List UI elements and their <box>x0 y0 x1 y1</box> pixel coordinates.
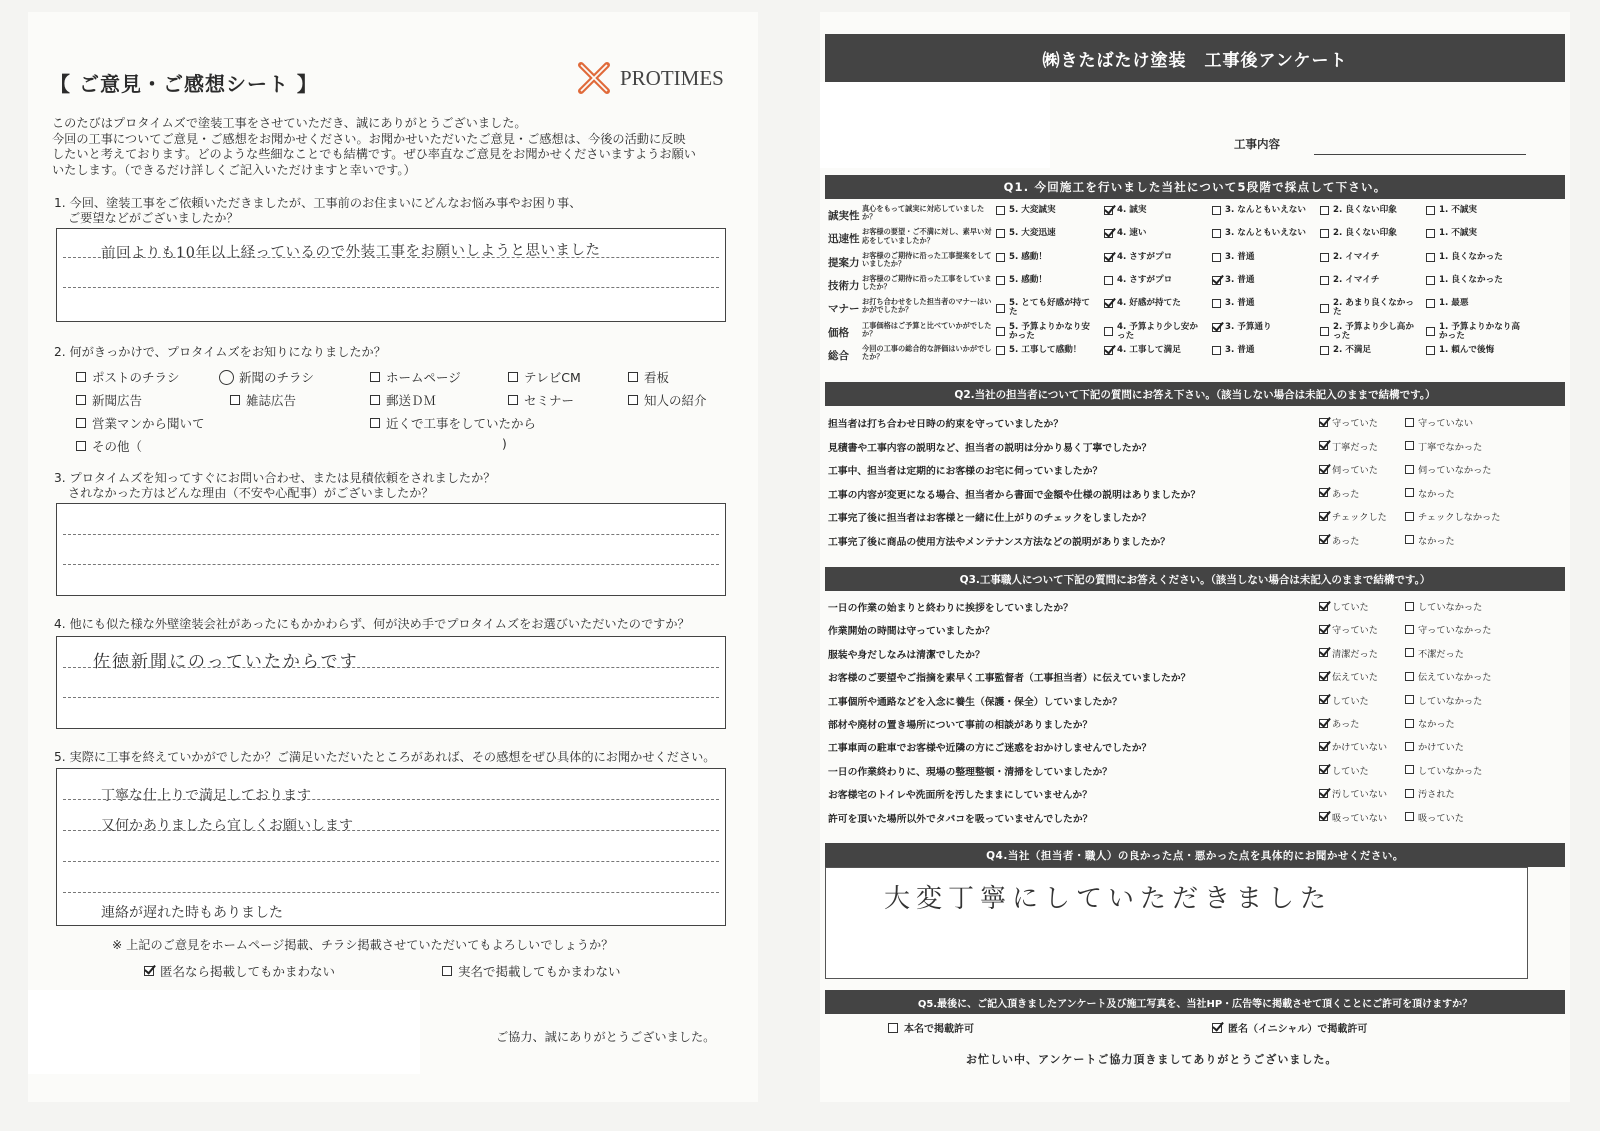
checkbox[interactable] <box>1405 512 1414 521</box>
q3-question: お客様宅のトイレや洗面所を汚したままにしていませんか？ <box>828 790 1093 802</box>
q1-rating-option[interactable] <box>1320 323 1420 341</box>
q1-option-label: 4. 誠実 <box>1117 205 1147 215</box>
q1-option-label: 5. 予算よりかなり安かった <box>1009 321 1090 341</box>
checkbox[interactable] <box>996 327 1005 336</box>
checkbox[interactable] <box>1320 304 1329 313</box>
q1-description: 工事価格はご予算と比べていかがでしたか？ <box>862 320 992 338</box>
work-content-label: 工事内容 <box>1234 137 1280 151</box>
q1-description: 真心をもって誠実に対応していましたか？ <box>862 204 985 222</box>
checkbox[interactable] <box>1405 812 1414 821</box>
q3-answer-yes[interactable] <box>1319 646 1378 660</box>
checkbox[interactable] <box>1319 441 1328 450</box>
answer-4-text: 佐徳新聞にのっていたからです <box>93 652 359 672</box>
checkbox[interactable] <box>1104 327 1113 336</box>
redacted-area <box>28 990 420 1074</box>
q1-rating-option[interactable] <box>1212 346 1312 355</box>
checkbox[interactable] <box>1319 812 1328 821</box>
checkbox[interactable] <box>1320 253 1329 262</box>
q1-rating-option[interactable] <box>996 229 1096 238</box>
answer-label: 伺っていなかった <box>1418 465 1492 476</box>
q1-option-label: 3. 予算通り <box>1225 321 1272 332</box>
source-option[interactable]: 新聞広告 <box>76 391 142 409</box>
q3-answer-yes[interactable] <box>1319 693 1369 707</box>
q1-rating-option[interactable] <box>1426 346 1526 355</box>
q2-answer-yes[interactable] <box>1319 509 1387 523</box>
answer-label: 吸っていた <box>1418 812 1464 824</box>
survey-header: ㈱きたばたけ塗装 工事後アンケート <box>825 34 1565 82</box>
sheet-title: 【 ご意見・ご感想シート 】 <box>50 72 318 96</box>
q1-option-label: 3. なんともいえない <box>1225 205 1306 215</box>
q2-question: 工事の内容が変更になる場合、担当者から書面で金額や仕様の説明はありましたか？ <box>828 489 1201 501</box>
checkbox[interactable] <box>996 206 1005 215</box>
checkbox[interactable] <box>1212 299 1221 308</box>
q2-answer-yes[interactable] <box>1319 462 1378 476</box>
q2-question: 工事完了後に商品の使用方法やメンテナンス方法などの説明がありましたか？ <box>828 536 1171 548</box>
q3-answer-no[interactable] <box>1405 693 1482 707</box>
answer-label: 守っていた <box>1332 418 1378 429</box>
checkbox[interactable] <box>1405 789 1414 798</box>
checkbox[interactable] <box>1104 206 1113 215</box>
q1-rating-option[interactable] <box>1212 229 1312 238</box>
q1-rating-option[interactable] <box>1320 346 1420 355</box>
q1-option-label: 3. 普通 <box>1225 274 1255 285</box>
q1-category: 誠実性 <box>828 210 860 222</box>
answer-label: 守っていない <box>1418 418 1474 429</box>
q1-option-label: 5. 感動！ <box>1009 251 1048 262</box>
answer-label: かけていた <box>1418 742 1464 754</box>
source-option[interactable]: 看板 <box>628 368 669 386</box>
q1-rating-option[interactable] <box>996 323 1096 341</box>
answer-label: していなかった <box>1418 695 1483 707</box>
checkbox[interactable] <box>996 276 1005 285</box>
checkbox[interactable] <box>1405 418 1414 427</box>
q1-rating-option[interactable] <box>1426 276 1526 285</box>
checkbox[interactable] <box>1319 648 1328 657</box>
q3-question: 一日の作業終わりに、現場の整理整頓・清掃をしていましたか？ <box>828 766 1113 778</box>
source-option[interactable]: 雑誌広告 <box>230 391 296 409</box>
checkbox[interactable] <box>996 346 1005 355</box>
q1-option-label: 2. 良くない印象 <box>1333 205 1397 215</box>
checkbox[interactable] <box>1426 276 1435 285</box>
q3-question: 作業開始の時間は守っていましたか？ <box>828 626 995 638</box>
checkbox[interactable] <box>1426 229 1435 238</box>
q1-option-label: 2. 不満足 <box>1333 344 1372 355</box>
q3-answer-yes[interactable] <box>1319 716 1359 730</box>
q1-rating-option[interactable] <box>1426 299 1526 308</box>
checkbox[interactable] <box>1104 276 1113 285</box>
question-3: 3. プロタイムズを知ってすぐにお問い合わせ、または見積依頼をされましたか？ されなかった方はどんな理由（不安や心配事）がございましたか？ <box>54 471 496 500</box>
q3-answer-no[interactable] <box>1405 716 1455 730</box>
source-option-selected[interactable]: 新聞のチラシ <box>222 368 314 386</box>
q1-option-label: 4. さすがプロ <box>1117 274 1173 285</box>
checkbox[interactable] <box>1104 253 1113 262</box>
q1-option-label: 5. 大変迅速 <box>1009 228 1056 239</box>
q3-question: 許可を頂いた場所以外でタバコを吸っていませんでしたか？ <box>828 813 1093 825</box>
checkbox[interactable] <box>1405 742 1414 751</box>
checkbox[interactable] <box>1405 625 1414 634</box>
q2-question: 担当者は打ち合わせ日時の約束を守っていましたか？ <box>828 419 1064 430</box>
q1-rating-option[interactable] <box>1426 206 1526 215</box>
q1-rating-option[interactable] <box>1320 299 1420 317</box>
checkbox[interactable] <box>1405 765 1414 774</box>
checkbox[interactable] <box>1405 488 1414 497</box>
source-option[interactable]: 郵送ＤＭ <box>370 391 436 409</box>
q2-answer-no[interactable] <box>1405 509 1500 523</box>
checkbox[interactable] <box>1104 299 1113 308</box>
q1-option-label: 3. 普通 <box>1225 298 1255 309</box>
protimes-logo-icon <box>576 60 612 96</box>
q1-option-label: 4. 好感が持てた <box>1117 298 1181 309</box>
checkbox[interactable] <box>1426 327 1435 336</box>
checkbox[interactable] <box>1320 346 1329 355</box>
q3-question: 一日の作業の始まりと終わりに挨拶をしていましたか？ <box>828 603 1073 614</box>
checkbox[interactable] <box>1212 229 1221 238</box>
q1-rating-option[interactable] <box>996 253 1096 262</box>
answer-label: 伺っていた <box>1332 465 1378 476</box>
answer-label: あった <box>1332 535 1360 547</box>
checkbox[interactable] <box>1405 441 1414 450</box>
checkbox[interactable] <box>1319 765 1328 774</box>
checkbox[interactable] <box>1426 206 1435 215</box>
checkbox[interactable] <box>1319 695 1328 704</box>
checkbox[interactable] <box>1405 602 1414 611</box>
q3-question: 服装や身だしなみは清潔でしたか？ <box>828 649 985 661</box>
q2-answer-yes[interactable] <box>1319 486 1359 500</box>
q1-rating-option[interactable] <box>1212 276 1312 285</box>
q1-option-label: 2. イマイチ <box>1333 274 1380 285</box>
survey-footer: お忙しい中、アンケートご協力頂きましてありがとうございました。 <box>966 1053 1338 1066</box>
closing-thanks: ご協力、誠にありがとうございました。 <box>496 1030 716 1044</box>
checkbox[interactable] <box>1212 346 1221 355</box>
q2-answer-no[interactable] <box>1405 415 1473 429</box>
answer-label: なかった <box>1418 535 1455 547</box>
answer-3-box[interactable] <box>56 503 726 596</box>
source-option[interactable]: セミナー <box>508 391 574 409</box>
q3-answer-no[interactable] <box>1405 622 1492 636</box>
checkbox[interactable] <box>1319 465 1328 474</box>
q2-answer-no[interactable] <box>1405 533 1455 547</box>
checkbox[interactable] <box>1405 535 1414 544</box>
q1-rating-option[interactable] <box>1212 206 1312 215</box>
answer-label: 吸っていない <box>1332 812 1388 824</box>
checkbox[interactable] <box>1212 206 1221 215</box>
checkbox[interactable] <box>1426 346 1435 355</box>
q4-title: Q4.当社（担当者・職人）の良かった点・悪かった点を具体的にお聞かせください。 <box>825 843 1565 867</box>
q1-rating-option[interactable] <box>1320 206 1420 215</box>
answer-label: 伝えていなかった <box>1418 672 1492 684</box>
q1-category: 迅速性 <box>828 233 860 246</box>
q1-description: お客様のご期待に沿った工事提案をしていましたか？ <box>862 250 992 268</box>
opinion-sheet <box>28 12 758 1102</box>
source-option[interactable]: ポストのチラシ <box>76 368 180 386</box>
q1-category: マナー <box>828 303 860 316</box>
checkbox[interactable] <box>1320 276 1329 285</box>
checkbox[interactable] <box>1320 206 1329 215</box>
q2-title: Q2.当社の担当者について下記の質問にお答え下さい。（該当しない場合は未記入のままで結構です。） <box>825 382 1565 406</box>
checkbox[interactable] <box>1212 323 1221 332</box>
q1-option-label: 2. イマイチ <box>1333 251 1380 262</box>
question-5: 5. 実際に工事を終えていかがでしたか？ご満足いただいたところがあれば、その感想をぜひ具体的にお聞かせください。 <box>54 750 716 764</box>
other-close-paren: ) <box>502 437 507 451</box>
q2-question: 工事完了後に担当者はお客様と一緒に仕上がりのチェックをしましたか？ <box>828 513 1152 524</box>
q3-question: 部材や廃材の置き場所について事前の相談がありましたか？ <box>828 720 1093 731</box>
answer-label: チェックしなかった <box>1418 512 1501 523</box>
redacted-area <box>820 82 1050 168</box>
checkbox[interactable] <box>996 304 1005 313</box>
q1-rating-option[interactable] <box>996 276 1096 285</box>
q1-option-label: 1. 不誠実 <box>1439 228 1478 239</box>
answer-label: なかった <box>1418 719 1455 730</box>
q1-description: お客様の要望・ご不満に対し、素早い対応をしていましたか？ <box>862 227 992 245</box>
checkbox[interactable] <box>996 229 1005 238</box>
q1-rating-option[interactable] <box>996 299 1096 317</box>
q4-answer-box[interactable] <box>825 867 1528 979</box>
q2-answer-yes[interactable] <box>1319 415 1378 429</box>
q1-option-label: 2. あまり良くなかった <box>1333 298 1414 318</box>
source-option[interactable]: テレビCM <box>508 368 581 386</box>
work-content-line[interactable] <box>1314 154 1526 155</box>
q1-option-label: 1. 良くなかった <box>1439 251 1503 262</box>
answer-label: していた <box>1332 765 1369 777</box>
answer-label: 不潔だった <box>1418 648 1464 660</box>
answer-label: 清潔だった <box>1332 648 1378 660</box>
checkbox[interactable] <box>1405 465 1414 474</box>
q1-rating-option[interactable] <box>1320 253 1420 262</box>
q3-answer-yes[interactable] <box>1319 599 1369 613</box>
answer-1-text: 前回よりも10年以上経っているので外装工事をお願いしようと思いました <box>100 242 601 262</box>
checkbox[interactable] <box>1104 229 1113 238</box>
q1-category: 技術力 <box>828 279 860 292</box>
q1-option-label: 4. 工事して満足 <box>1117 344 1181 355</box>
q1-rating-option[interactable] <box>1320 276 1420 285</box>
q5-anonymous-option[interactable]: 匿名（イニシャル）で掲載許可 <box>1212 1020 1367 1035</box>
checkbox[interactable] <box>1104 346 1113 355</box>
source-option[interactable]: 営業マンから聞いて <box>76 414 205 432</box>
answer-label: あった <box>1332 719 1360 730</box>
source-option[interactable]: ホームページ <box>370 368 461 386</box>
q3-answer-yes[interactable] <box>1319 763 1369 777</box>
q1-rating-option[interactable] <box>1104 206 1204 215</box>
checkbox[interactable] <box>1320 229 1329 238</box>
q3-answer-yes[interactable] <box>1319 786 1387 800</box>
logo-text: PROTIMES <box>620 66 724 90</box>
q1-category: 提案力 <box>828 256 860 269</box>
q2-answer-no[interactable] <box>1405 462 1492 476</box>
answer-4-box[interactable] <box>56 636 726 729</box>
q1-option-label: 3. 普通 <box>1225 344 1255 355</box>
checkbox[interactable] <box>1405 672 1414 681</box>
q1-rating-option[interactable] <box>1104 323 1204 341</box>
q1-rating-option[interactable] <box>1212 253 1312 262</box>
q1-option-label: 1. 最悪 <box>1439 298 1469 309</box>
q3-answer-no[interactable] <box>1405 599 1482 613</box>
q1-option-label: 2. 良くない印象 <box>1333 228 1397 239</box>
q1-rating-option[interactable] <box>996 346 1096 355</box>
q1-option-label: 1. 頼んで後悔 <box>1439 344 1495 355</box>
answer-5-line-2: 又何かありましたら宜しくお願いします <box>101 818 353 834</box>
q2-question: 見積書や工事内容の説明など、担当者の説明は分かり易く丁寧でしたか？ <box>828 442 1152 454</box>
checkbox[interactable] <box>1405 695 1414 704</box>
q1-option-label: 3. 普通 <box>1225 251 1255 262</box>
checkbox[interactable] <box>1319 488 1328 497</box>
answer-label: 丁寧だった <box>1332 441 1378 453</box>
answer-label: していなかった <box>1418 602 1483 613</box>
q3-answer-no[interactable] <box>1405 786 1455 800</box>
q1-option-label: 1. 予算よりかなり高かった <box>1439 321 1520 341</box>
q1-description: お打ち合わせをした担当者のマナーはいかがでしたか？ <box>862 297 992 315</box>
q3-answer-yes[interactable] <box>1319 739 1387 753</box>
intro-text: このたびはプロタイムズで塗装工事をさせていただき、誠にありがとうございました。 今回の工事についてご意見・ご感想をお聞かせください。お聞かせいただいたご意見・ご感想は、今後の活動に反映 したいと考えております。どのような些細なことでも結構です。ぜひ率直なご意見をお聞かせくださいますようお願い いたします。（できるだけ詳しくご記入いただけますと幸いです。） <box>52 116 696 177</box>
publish-note: ※ 上記のご意見をホームページ掲載、チラシ掲載させていただいてもよろしいでしょうか？ <box>112 938 614 952</box>
checkbox[interactable] <box>1319 672 1328 681</box>
q1-category: 総合 <box>828 349 849 362</box>
answer-label: していなかった <box>1418 765 1483 777</box>
checkbox[interactable] <box>1319 512 1328 521</box>
q3-answer-yes[interactable] <box>1319 622 1378 636</box>
q3-question: 工事個所や通路などを入念に養生（保護・保全）していましたか？ <box>828 696 1122 708</box>
answer-label: 丁寧でなかった <box>1418 441 1483 453</box>
answer-label: あった <box>1332 488 1360 500</box>
answer-label: 汚された <box>1418 789 1455 801</box>
q3-answer-no[interactable] <box>1405 669 1492 683</box>
q2-question: 工事中、担当者は定期的にお客様のお宅に伺っていましたか？ <box>828 466 1103 477</box>
q3-answer-no[interactable] <box>1405 646 1464 660</box>
answer-label: 伝えていた <box>1332 672 1378 684</box>
q1-option-label: 5. 感動！ <box>1009 274 1048 285</box>
answer-label: なかった <box>1418 488 1455 500</box>
answer-label: 守っていた <box>1332 625 1378 637</box>
checkbox[interactable] <box>1319 535 1328 544</box>
checkbox[interactable] <box>1319 789 1328 798</box>
q1-rating-option[interactable] <box>1104 346 1204 355</box>
question-1: 1. 今回、塗装工事をご依頼いただきましたが、工事前のお住まいにどんなお悩み事やお困り事、 ご要望などがございましたか？ <box>54 196 582 225</box>
checkbox[interactable] <box>1212 276 1221 285</box>
q1-rating-option[interactable] <box>996 206 1096 215</box>
q2-answer-yes[interactable] <box>1319 533 1359 547</box>
checkbox[interactable] <box>1319 625 1328 634</box>
q3-answer-no[interactable] <box>1405 763 1482 777</box>
q1-category: 価格 <box>828 326 849 339</box>
post-work-survey <box>820 12 1570 1102</box>
q1-description: お客様のご期待に沿った工事をしていましたか？ <box>862 273 992 292</box>
q1-option-label: 2. 予算より少し高かった <box>1333 321 1414 341</box>
q1-rating-option[interactable] <box>1320 229 1420 238</box>
q3-answer-no[interactable] <box>1405 739 1464 753</box>
answer-5-line-3: 連絡が遅れた時もありました <box>101 905 283 921</box>
checkbox[interactable] <box>1320 327 1329 336</box>
q3-answer-yes[interactable] <box>1319 810 1387 824</box>
checkbox[interactable] <box>1426 299 1435 308</box>
answer-label: していた <box>1332 695 1369 707</box>
answer-5-line-1: 丁寧な仕上りで満足しております <box>101 788 311 804</box>
answer-5-box[interactable] <box>56 768 726 926</box>
q1-option-label: 5. 工事して感動！ <box>1009 344 1082 355</box>
answer-label: チェックした <box>1332 512 1387 523</box>
source-option[interactable]: 知人の紹介 <box>628 391 707 409</box>
q2-answer-yes[interactable] <box>1319 439 1378 453</box>
q1-title: Q1. 今回施工を行いました当社について5段階で採点して下さい。 <box>825 175 1565 199</box>
q1-option-label: 5. とても好感が持てた <box>1009 298 1090 318</box>
checkbox[interactable] <box>1405 719 1414 728</box>
q1-rating-option[interactable] <box>1104 276 1204 285</box>
q5-title: Q5.最後に、ご記入頂きましたアンケート及び施工写真を、当社HP・広告等に掲載させて頂くことにご許可を頂けますか？ <box>825 990 1565 1014</box>
question-2: 2. 何がきっかけで、プロタイムズをお知りになりましたか？ <box>54 345 386 359</box>
q1-rating-option[interactable] <box>1104 253 1204 262</box>
q1-option-label: 1. 良くなかった <box>1439 274 1503 285</box>
checkbox[interactable] <box>1319 418 1328 427</box>
q5-realname-option[interactable]: 本名で掲載許可 <box>888 1020 974 1035</box>
checkbox[interactable] <box>1212 253 1221 262</box>
answer-label: かけていない <box>1332 742 1388 754</box>
consent-anonymous-option[interactable]: 匿名なら掲載してもかまわない <box>144 962 335 980</box>
q1-rating-option[interactable] <box>1104 229 1204 238</box>
q1-rating-option[interactable] <box>1426 253 1526 262</box>
q1-rating-option[interactable] <box>1426 323 1526 341</box>
q3-question: お客様のご要望やご指摘を素早く工事監督者（工事担当者）に伝えていましたか？ <box>828 673 1191 685</box>
source-option[interactable]: 近くで工事をしていたから <box>370 414 536 432</box>
q3-title: Q3.工事職人について下記の質問にお答えください。（該当しない場合は未記入のままで結構です。） <box>825 567 1565 591</box>
q1-description: 今回の工事の総合的な評価はいかがでしたか？ <box>862 343 992 361</box>
q3-answer-yes[interactable] <box>1319 669 1378 683</box>
q2-answer-no[interactable] <box>1405 439 1482 453</box>
checkbox[interactable] <box>1426 253 1435 262</box>
q1-option-label: 1. 不誠実 <box>1439 205 1478 215</box>
checkbox[interactable] <box>1319 719 1328 728</box>
q3-answer-no[interactable] <box>1405 810 1464 824</box>
q1-rating-option[interactable] <box>1212 299 1312 308</box>
answer-label: 汚していない <box>1332 789 1388 801</box>
answer-1-box[interactable] <box>56 228 726 322</box>
checkbox[interactable] <box>1319 742 1328 751</box>
checkbox[interactable] <box>996 253 1005 262</box>
consent-realname-option[interactable]: 実名で掲載してもかまわない <box>442 962 621 980</box>
q1-option-label: 5. 大変誠実 <box>1009 205 1056 215</box>
q1-option-label: 4. 予算より少し安かった <box>1117 321 1198 341</box>
q1-option-label: 4. さすがプロ <box>1117 251 1173 262</box>
source-option-other[interactable]: その他（ <box>76 437 142 455</box>
answer-label: していた <box>1332 602 1369 613</box>
q1-rating-option[interactable] <box>1104 299 1204 308</box>
checkbox[interactable] <box>1405 648 1414 657</box>
q4-answer-text: 大変丁寧にしていただきました <box>884 884 1333 914</box>
q1-rating-option[interactable] <box>1212 323 1312 332</box>
question-4: 4. 他にも似た様な外壁塗装会社があったにもかかわらず、何が決め手でプロタイムズをお選びいただいたのですか？ <box>54 617 690 631</box>
q1-option-label: 3. なんともいえない <box>1225 228 1306 239</box>
q1-option-label: 4. 速い <box>1117 228 1147 239</box>
checkbox[interactable] <box>1319 602 1328 611</box>
q3-question: 工事車両の駐車でお客様や近隣の方にご迷惑をおかけしませんでしたか？ <box>828 743 1152 755</box>
q2-answer-no[interactable] <box>1405 486 1455 500</box>
q1-rating-option[interactable] <box>1426 229 1526 238</box>
answer-label: 守っていなかった <box>1418 625 1492 637</box>
